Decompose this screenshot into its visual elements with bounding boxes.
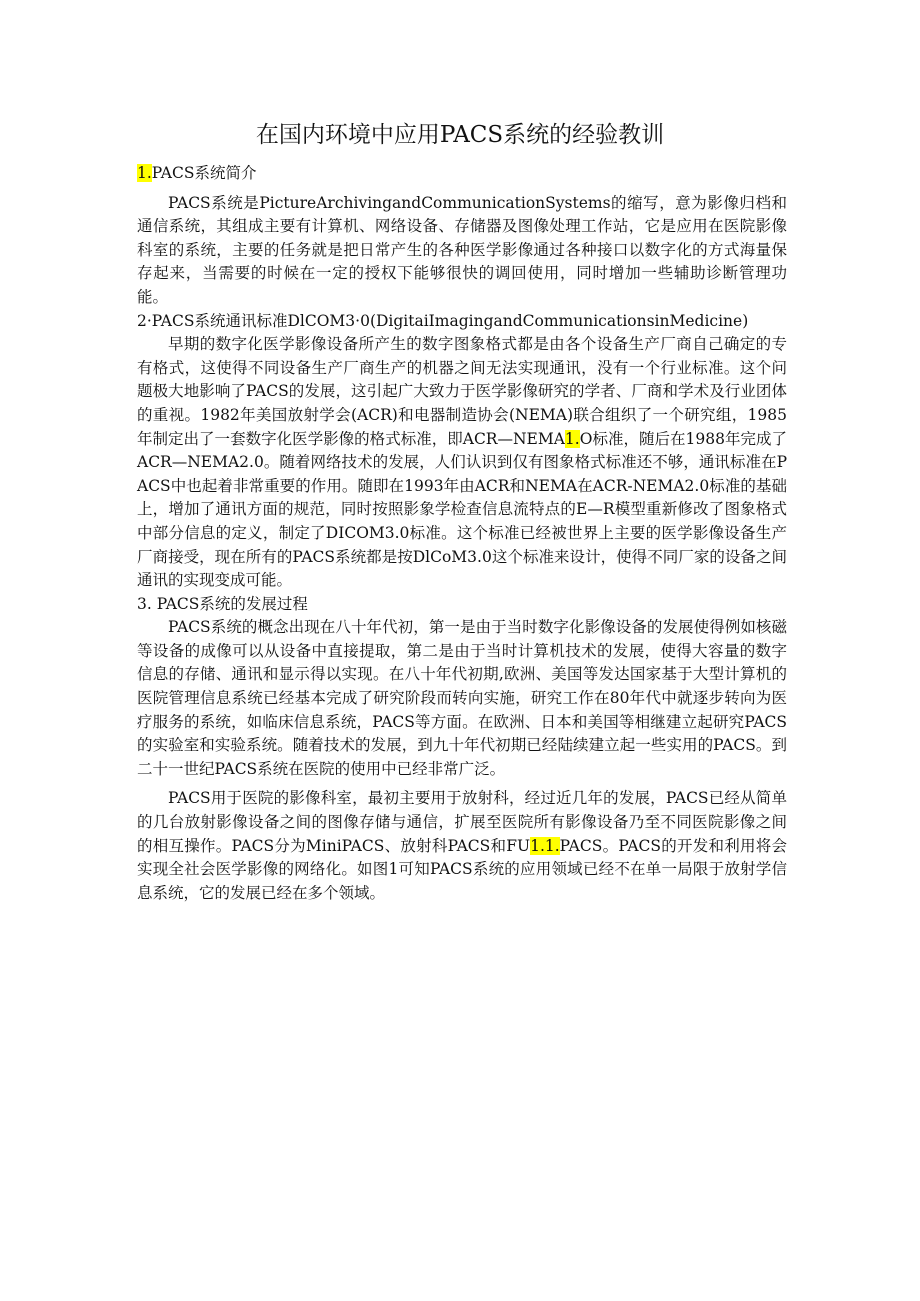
section-3-paragraph-2 (137, 787, 787, 905)
section-1-paragraph: PACS系统是PictureArchivingandCommunicationSystems的缩写，意为影像归档和通信系统，其组成主要有计算机、网络设备、存储器及图像处理工作站，它是应用在医院影像科室的系统，主要的任务就是把日常产生的各种医学影像通过各种接口以数字化的方式海量保存起来，当需要的时候在一定的授权下能够很快的调回使用，同时增加一些辅助诊断管理功能。 (137, 193, 787, 306)
section-2-paragraph-part-2: O标准，随后在1988年完成了ACR—NEMA2.0。随着网络技术的发展，人们认识到仅有图象格式标准还不够，通讯标准在PACS中也起着非常重要的作用。随即在1993年由ACR和NEMA在ACR-NEMA2.0标准的基础上，增加了通讯方面的规范，同时按照影象学检查信息流特点的E—R模型重新修改了图象格式中部分信息的定义，制定了DICOM3.0标准。这个标准已经被世界上主要的医学影像设备生产厂商接受，现在所有的PACS系统都是按DlCoM3.0这个标准来设计，使得不同厂家的设备之间通讯的实现变成可能。 (137, 429, 788, 590)
section-2-paragraph-part-1: 早期的数字化医学影像设备所产生的数字图象格式都是由各个设备生产厂商自己确定的专有格式，这使得不同设备生产厂商生产的机器之间无法实现通讯，没有一个行业标准。这个问题极大地影响了PACS的发展，这引起广大致力于医学影像研究的学者、厂商和学术及行业团体的重视。1982年美国放射学会(ACR)和电器制造协会(NEMA)联合组织了一个研究组，1985年制定出了一套数字化医学影像的格式标准，即ACR—NEMA (137, 335, 787, 448)
section-2-heading: 2·PACS系统通讯标准DlCOM3·0(DigitaiImagingandCommunicationsinMedicine) (137, 311, 749, 330)
document-body (137, 162, 787, 905)
section-3-paragraph-1: PACS系统的概念出现在八十年代初，第一是由于当时数字化影像设备的发展使得例如核磁等设备的成像可以从设备中直接提取，第二是由于当时计算机技术的发展，使得大容量的数字信息的存储、通讯和显示得以实现。在八十年代初期,欧洲、美国等发达国家基于大型计算机的医院管理信息系统已经基本完成了研究阶段而转向实施，研究工作在80年代中就逐步转向为医疗服务的系统，如临床信息系统，PACS等方面。在欧洲、日本和美国等相继建立起研究PACS的实验室和实验系统。随着技术的发展，到九十年代初期已经陆续建立起一些实用的PACS。到二十一世纪PACS系统在医院的使用中已经非常广泛。 (137, 618, 787, 778)
section-3-paragraph-2-part-1: PACS用于医院的影像科室，最初主要用于放射科，经过近几年的发展，PACS已经从简单的几台放射影像设备之间的图像存储与通信，扩展至医院所有影像设备乃至不同医院影像之间的相互操作。PACS分为MiniPACS、放射科PACS和FU (137, 789, 787, 855)
section-3-paragraph-2-part-2: PACS。PACS的开发和利用将会实现全社会医学影像的网络化。如图1可知PACS系统的应用领域已经不在单一局限于放射学信息系统，它的发展已经在多个领域。 (137, 836, 788, 902)
highlighted-section-number: 1. (137, 164, 152, 182)
highlighted-version-number: 1. (564, 429, 580, 448)
section-1-heading (137, 162, 787, 186)
highlighted-text: 1.1. (530, 836, 560, 855)
document-title: 在国内环境中应用PACS系统的经验教训 (255, 122, 665, 148)
section-2-paragraph (137, 333, 787, 593)
section-3-heading: 3. PACS系统的发展过程 (137, 594, 308, 613)
section-1-heading-text: PACS系统简介 (151, 164, 257, 182)
